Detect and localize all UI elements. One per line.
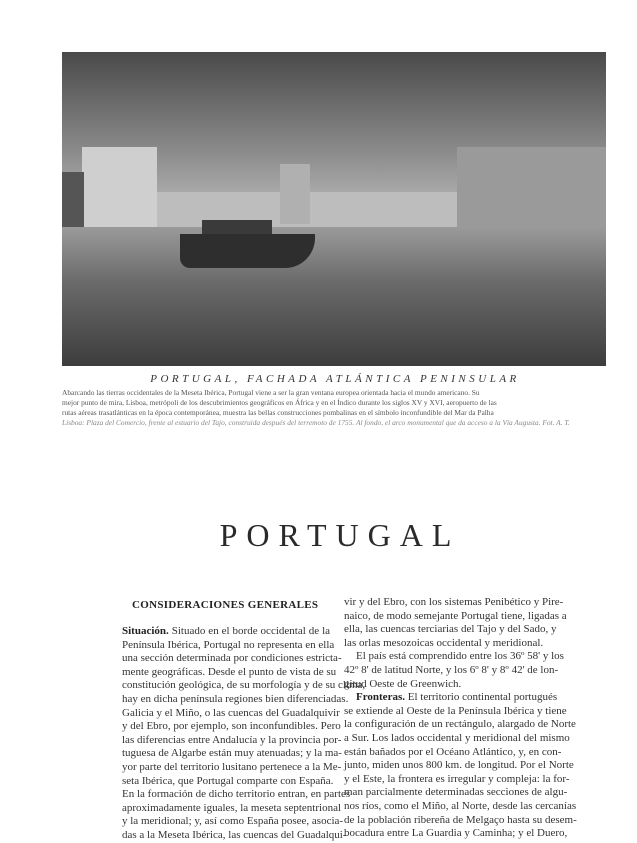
text-line: yor parte del territorio lusitano pertenece a la Me- xyxy=(122,760,342,773)
text-line: En la formación de dicho territorio entran, en partes xyxy=(122,788,351,801)
lisbon-photo xyxy=(62,52,606,366)
text-line: constitución geológica, de su morfología y de su clima, xyxy=(122,679,366,692)
text-line: vir y del Ebro, con los sistemas Penibético y Pire- xyxy=(344,596,564,608)
text-line xyxy=(344,691,556,705)
section-heading: CONSIDERACIONES GENERALES xyxy=(132,599,319,611)
text-line: una sección determinada por condiciones estricta- xyxy=(122,652,342,665)
text-line: mente geográficas. Desde el punto de vista de su xyxy=(122,665,337,678)
text-line: das a la Meseta Ibérica, las cuencas del Guadalqui- xyxy=(122,828,347,841)
text-line: aproximadamente iguales, la meseta septentrional xyxy=(122,801,342,814)
text-line: El país está comprendido entre los 36º 58' y los xyxy=(356,650,564,663)
text-line: tuguesa de Algarbe están muy atenuadas; y la ma- xyxy=(122,747,342,760)
caption-title: PORTUGAL, FACHADA ATLÁNTICA PENINSULAR xyxy=(150,373,520,385)
text-line: junto, miden unos 800 km. de longitud. Por el Norte xyxy=(344,759,574,772)
text-line: y la meridional; y, así como España posee, asocia- xyxy=(122,815,344,828)
photo-caption xyxy=(62,388,610,428)
lead-situacion: Situación. xyxy=(122,625,169,637)
text-line: seta Ibérica, que Portugal comparte con España. xyxy=(122,774,334,787)
text-line: hay en dicha península regiones bien diferenciadas. xyxy=(122,692,349,705)
text-line: están bañados por el Océano Atlántico, y, en con- xyxy=(344,745,562,758)
caption-line: rutas aéreas trasatlánticas en la época contemporánea, muestra las bellas construcciones pombalinas en el símbolo inconfundible del Mar da Palha xyxy=(62,408,494,417)
caption-credit: Lisboa: Plaza del Comercio, frente al estuario del Tajo, construida después del terremoto de 1755. Al fondo, el arco monumental que da acceso a la Vía Augusta. Fot. A. T. xyxy=(62,418,570,427)
text-line: gitud Oeste de Greenwich. xyxy=(344,677,462,690)
text-span: El territorio continental portugués xyxy=(407,691,558,704)
text-line: 42º 8' de latitud Norte, y los 6º 8' y 8º 42' de lon- xyxy=(344,663,559,676)
text-line: y del Ebro, por ejemplo, son inconfundibles. Pero xyxy=(122,720,341,733)
text-line: se extiende al Oeste de la Península Ibérica y tiene xyxy=(344,704,567,717)
text-line: naico, de modo semejante Portugal tiene, ligadas a xyxy=(344,609,567,622)
text-line: Galicia y el Miño, o las cuencas del Guadalquivir xyxy=(122,706,340,719)
text-line: Península Ibérica, Portugal no representa en ella xyxy=(122,638,335,651)
text-span: Situado en el borde occidental de la xyxy=(171,625,331,637)
caption-line: Abarcando las tierras occidentales de la Meseta Ibérica, Portugal viene a ser la gran ventana europea orientada hacia el mundo americano. Su xyxy=(62,388,480,397)
right-column xyxy=(344,596,577,841)
text-line: a Sur. Los lados occidental y meridional del mismo xyxy=(344,731,570,744)
text-line: man parcialmente determinadas secciones de algu- xyxy=(344,786,568,799)
text-line: las orlas mesozoicas occidental y meridional. xyxy=(344,636,544,649)
left-column xyxy=(122,625,366,843)
photo-building xyxy=(62,172,84,227)
text-line: nos ríos, como el Miño, al Norte, desde las cercanías xyxy=(344,799,577,812)
lead-fronteras: Fronteras. xyxy=(356,691,405,704)
text-line: de la población ribereña de Melgaço hasta su desem- xyxy=(344,813,577,826)
photo-arch xyxy=(280,164,310,224)
text-line: bocadura entre La Guardia y Caminha; y el Duero, xyxy=(344,827,568,840)
photo-building xyxy=(457,147,606,227)
text-line xyxy=(122,625,330,639)
page-title: PORTUGAL xyxy=(219,517,461,553)
photo-boat xyxy=(180,234,315,268)
caption-line: mejor punto de mira, Lisboa, metrópoli de los descubrimientos geográficos en África y en el Índico durante los siglos XV y XVI, aeropuerto de las xyxy=(62,398,497,407)
photo-building xyxy=(82,147,157,227)
photo-water xyxy=(62,227,606,366)
text-line: la configuración de un rectángulo, alargado de Norte xyxy=(344,718,576,731)
text-line: las diferencias entre Andalucía y la provincia por- xyxy=(122,733,342,746)
text-line: ella, las cuencas terciarias del Tajo y del Sado, y xyxy=(344,623,557,636)
text-line: y el Este, la frontera es irregular y compleja: la for- xyxy=(344,772,570,785)
